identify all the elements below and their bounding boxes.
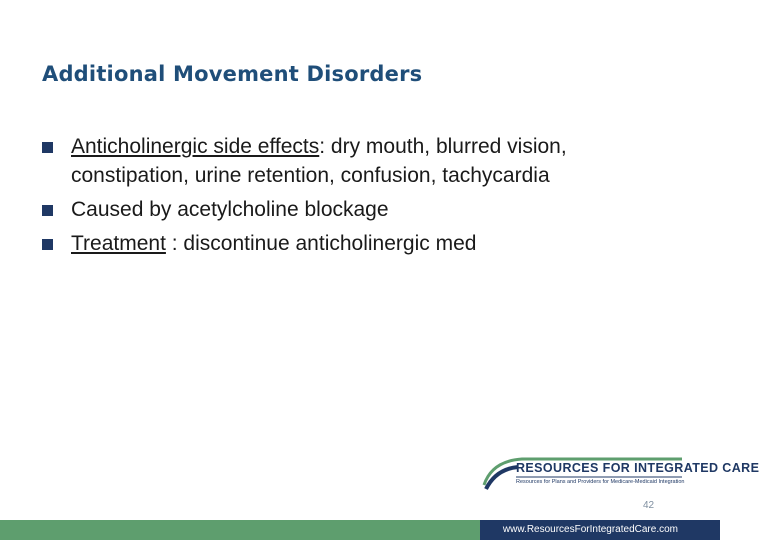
footer-url: www.ResourcesForIntegratedCare.com xyxy=(502,524,678,535)
bullet-list xyxy=(42,132,682,263)
bullet-term: Treatment xyxy=(71,232,166,255)
logo-name: RESOURCES FOR INTEGRATED CARE xyxy=(516,461,759,475)
bullet-text: : discontinue anticholinergic med xyxy=(165,232,477,255)
resources-for-integrated-care-logo xyxy=(482,455,759,497)
slide-title: Additional Movement Disorders xyxy=(42,62,423,86)
bullet-item-treatment xyxy=(42,229,682,258)
bullet-text: : dry mouth, blurred vision, constipation, urine retention, confusion, tachycardia xyxy=(71,135,567,187)
bullet-item-side-effects xyxy=(42,132,682,190)
bullet-item-cause xyxy=(42,195,682,224)
logo-tagline: Resources for Plans and Providers for Medicare-Medicaid Integration xyxy=(516,479,685,485)
bullet-text: Caused by acetylcholine blockage xyxy=(71,198,389,221)
page-number: 42 xyxy=(643,500,655,511)
square-bullet-icon xyxy=(42,205,53,216)
bullet-term: Anticholinergic side effects xyxy=(71,135,320,158)
square-bullet-icon xyxy=(42,142,53,153)
square-bullet-icon xyxy=(42,239,53,250)
